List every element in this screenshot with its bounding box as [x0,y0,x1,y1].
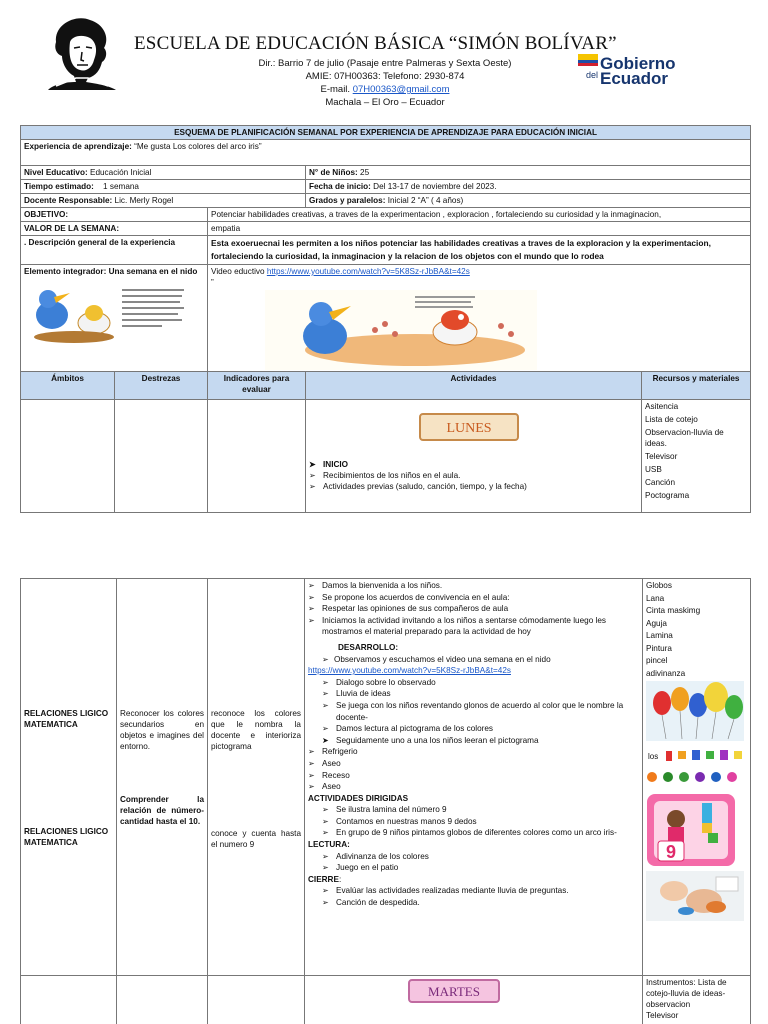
birds-nest-video-image [265,290,537,370]
monday-resources-cell [642,400,751,513]
description-value: Esta exoeruecnai les permiten a los niños potenciar las habilidades creativas a traves de la exploracion y la experimentacion, fortaleciendo la curiosidad, la inmaginacion y la relacion de los objetos con el mundo que lo rodea [208,236,751,265]
city-line: Machala – El Oro – Ecuador [325,97,445,108]
planning-table-page2 [20,578,751,1024]
birds-nest-story-image [24,279,194,345]
color-pictogram-image [646,745,744,789]
grade-cell [306,194,751,208]
monday-destreza-cell [115,400,208,513]
lectura-item: ➢ Juego en el patio [308,862,639,874]
objective-value: Potenciar habilidades creativas, a traves de la experimentacion , exploracion , fortaleciendo su curiosidad y la inmaginacion, [208,208,751,222]
ambito-2: RELACIONES LIGICO MATEMATICA [24,827,109,847]
children-cell [306,166,751,180]
time-value: 1 semana [103,182,139,191]
school-address-block [190,57,580,109]
address-line: Dir.: Barrio 7 de julio (Pasaje entre Palmeras y Sexta Oeste) [258,58,512,69]
resource-item: pincel [646,656,668,665]
children-value: 25 [360,168,370,177]
monday-activity: ➤ INICIO [309,459,638,470]
desarrollo-line: ➢ Observamos y escuchamos el video una semana en el nido [308,654,639,666]
experience-row [21,140,751,166]
tuesday-resources-cell [643,976,751,1024]
monday-ambito-cell [21,400,115,513]
resource-item: Cinta maskimg [646,606,701,615]
painting-hands-image [646,871,744,921]
balloons-image [646,681,744,741]
dirigidas-item: ➢ Contamos en nuestras manos 9 dedos [308,816,639,828]
integrator-cell [21,265,208,372]
ambitos-cell [21,579,117,976]
col-actividades: Actividades [306,372,642,400]
lectura-title: LECTURA: [308,840,350,850]
resource-item: Lana [646,593,665,603]
level-value: Educación Inicial [89,168,152,177]
col-indicadores: Indicadores para evaluar [208,372,306,400]
break-item: ➢ Refrigerio [308,746,639,758]
level-label: Nivel Educativo: [24,168,88,177]
resource-item: Poctograma [645,491,690,500]
resource-item: Lamina [646,631,673,640]
break-item: ➢ Receso [308,770,639,782]
tuesday-ambito-cell [21,976,117,1024]
experience-label: Experiencia de aprendizaje: [24,142,132,151]
desarrollo-item: ➢ Se juega con los niños reventando glonos de acuerdo al color que le nombre la docente- [308,700,639,723]
martes-label: MARTES [428,984,480,999]
lunes-day-banner [419,413,519,441]
monday-indicador-cell [208,400,306,513]
video-label: Video eductivo [211,267,265,276]
video-link[interactable]: https://www.youtube.com/watch?v=5K8Sz-rJbBA&t=42s [266,267,470,276]
destreza-1: Reconocer los colores secundarios en objetos e imagines del entorno. [120,709,204,751]
monday-activity: ➢ Recibimientos de los niños en el aula. [309,470,638,481]
gov-logo-line2: Ecuador [600,69,669,88]
martes-day-banner [408,979,500,1003]
break-item: ➢ Aseo [308,758,639,770]
value-label: VALOR DE LA SEMANA: [21,222,208,236]
email-link[interactable]: 07H00363@gmail.com [352,84,450,95]
grade-value: Inicial 2 “A” ( 4 años) [387,196,464,205]
tuesday-indicador-cell [208,976,305,1024]
activity-item: ➢ Iniciamos la actividad invitando a los niños a sentarse cómodamente luego les mostramos el material preparado para la actividad de hoy [308,615,639,638]
description-label: . Descripción general de la experiencia [21,236,208,265]
resource-item: adivinanza [646,668,686,678]
resource-item: Aguja [646,618,667,628]
time-label: Tiempo estimado: [24,182,94,191]
experience-value: “Me gusta Los colores del arco iris” [134,142,262,151]
gov-logo-del: del [586,70,599,80]
integrator-label: Elemento integrador: Una semana en el nido [24,267,198,276]
activity-item: ➢ Se propone los acuerdos de convivencia en el aula: [308,592,639,604]
resource-item: Asitencia [645,402,679,411]
desarrollo-item: ➢ Dialogo sobre lo observado [308,677,639,689]
planning-table-page1 [20,125,751,513]
dirigidas-item: ➢ En grupo de 9 niños pintamos globos de diferentes colores como un arco iris- [308,827,639,839]
resource-item: Pintura [646,643,672,653]
resource-item: Lista de cotejo [645,415,698,424]
document-header [0,0,768,118]
plan-title: ESQUEMA DE PLANIFICACIÓN SEMANAL POR EXPERIENCIA DE APRENDIZAJE PARA EDUCACIÓN INICIAL [21,126,751,140]
activity-item: ➢ Damos la bienvenida a los niños. [308,580,639,592]
teacher-value: Lic. Merly Rogel [114,196,174,205]
resource-item: Instrumentos: Lista de cotejo-lluvia de ideas-observacion [646,978,727,1009]
objective-label: OBJETIVO: [21,208,208,222]
pictogram-word: los [648,751,659,761]
email-line [190,83,580,96]
school-title: ESCUELA DE EDUCACIÓN BÁSICA “SIMÓN BOLÍVAR” [134,33,617,54]
cierre-title: CIERRE [308,874,339,884]
start-cell [306,180,751,194]
col-recursos: Recursos y materiales [642,372,751,400]
resource-item: Globos [646,581,672,590]
video-tail: ” [211,278,214,287]
desarrollo-title: DESARROLLO: [338,642,399,652]
value-value: empatia [208,222,751,236]
resource-item: Televisor [645,452,678,461]
monday-activity: ➢ Actividades previas (saludo, canción, tiempo, y la fecha) [309,481,638,492]
teacher-cell [21,194,306,208]
email-label: E-mail. [320,84,351,95]
destrezas-cell [117,579,208,976]
start-value: Del 13-17 de noviembre del 2023. [373,182,497,191]
start-label: Fecha de inicio: [309,182,371,191]
cierre-item: ➢ Canción de despedida. [308,897,639,909]
break-item: ➢ Aseo [308,781,639,793]
grade-label: Grados y paralelos: [309,196,386,205]
col-ambitos: Ámbitos [21,372,115,400]
desarrollo-video-link[interactable]: https://www.youtube.com/watch?v=5K8Sz-rJbBA&t=42s [308,666,511,676]
resource-item: Televisor [646,1011,679,1020]
tuesday-activities-cell [305,976,643,1024]
activity-item: ➢ Respetar las opiniones de sus compañeros de aula [308,603,639,615]
indicador-2: conoce y cuenta hasta el numero 9 [211,829,301,849]
number-card-digit: 9 [665,841,677,862]
resource-item: USB [645,465,662,474]
destreza-2: Comprender la relación de número-cantidad hasta el 10. [120,795,204,826]
col-destrezas: Destrezas [115,372,208,400]
lunes-label: LUNES [446,421,492,436]
activities-cell [305,579,643,976]
desarrollo-item: ➢ Damos lectura al pictograma de los colores [308,723,639,735]
lectura-item: ➢ Adivinanza de los colores [308,851,639,863]
dirigidas-item: ➢ Se ilustra lamina del número 9 [308,804,639,816]
level-cell [21,166,306,180]
number-nine-card-image [646,793,736,867]
resources-cell [643,579,751,976]
cierre-heading [308,874,639,886]
resource-item: Canción [645,478,676,487]
tuesday-destreza-cell [117,976,208,1024]
gobierno-ecuador-logo [578,52,698,92]
video-cell [208,265,751,372]
teacher-label: Docente Responsable: [24,196,113,205]
indicador-1: reconoce los colores que le nombra la docente e interioriza pictograma [211,709,301,751]
children-label: N° de Niños: [309,168,358,177]
indicadores-cell [208,579,305,976]
ecuador-flag-icon [578,54,598,66]
dirigidas-title: ACTIVIDADES DIRIGIDAS [308,793,409,803]
amie-phone-line: AMIE: 07H00363: Telefono: 2930-874 [305,71,465,82]
desarrollo-item: ➤ Seguidamente uno a una los niños leeran el pictograma [308,735,639,747]
time-cell [21,180,306,194]
resource-item: Observacion-lluvia de ideas. [645,428,724,448]
gov-logo-line1: Gobierno [600,54,676,73]
cierre-colon: : [338,874,342,884]
simon-bolivar-portrait-icon [46,12,118,90]
ambito-1: RELACIONES LIGICO MATEMATICA [24,709,109,729]
desarrollo-item: ➢ Lluvia de ideas [308,688,639,700]
cierre-item: ➢ Evalúar las actividades realizadas mediante lluvia de preguntas. [308,885,639,897]
monday-activities-cell [306,400,642,513]
